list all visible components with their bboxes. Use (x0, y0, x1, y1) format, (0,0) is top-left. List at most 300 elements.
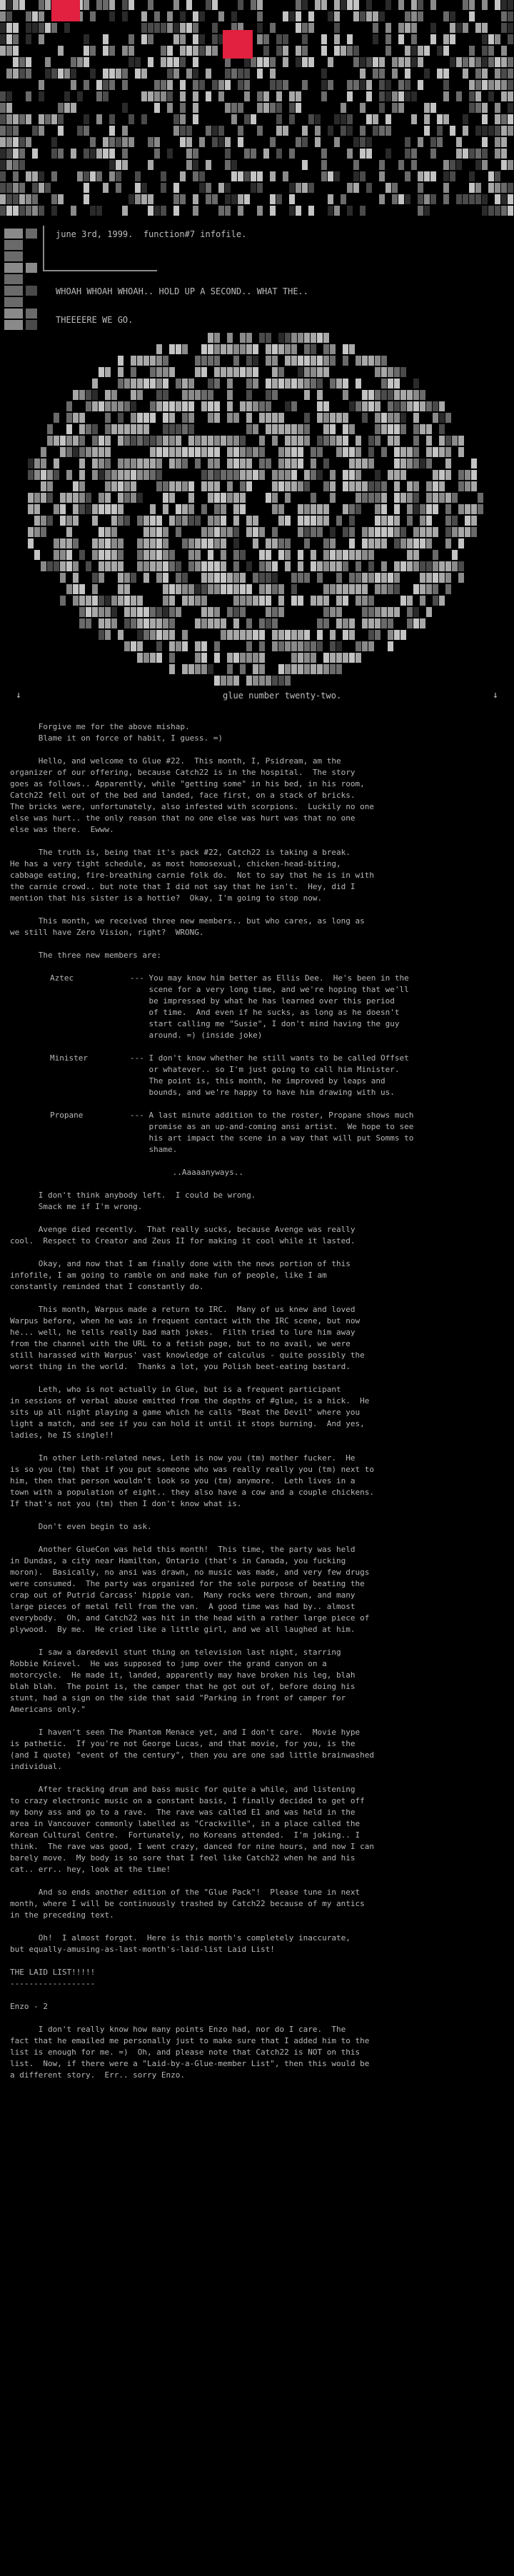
art-block (233, 470, 239, 480)
art-block (336, 550, 342, 560)
art-block (285, 470, 291, 480)
art-block (381, 573, 387, 583)
art-block (137, 458, 143, 468)
art-block (501, 91, 507, 101)
art-block (214, 436, 220, 446)
art-block (167, 103, 173, 113)
art-block (51, 23, 57, 33)
art-block (430, 171, 436, 181)
art-block (296, 0, 301, 10)
art-block (501, 126, 507, 136)
art-block (272, 573, 278, 583)
art-block (0, 11, 6, 21)
art-block (208, 447, 213, 457)
art-block (105, 436, 111, 446)
art-block (58, 103, 64, 113)
art-block (362, 618, 368, 628)
art-block (182, 641, 188, 651)
art-block (214, 413, 220, 423)
art-block (296, 206, 301, 216)
art-block (336, 596, 342, 606)
art-block (437, 114, 443, 124)
art-block (26, 69, 31, 79)
art-block (233, 618, 239, 628)
art-block (161, 23, 166, 33)
art-block (347, 80, 353, 90)
art-block (311, 550, 316, 560)
art-block (221, 344, 226, 354)
art-block (317, 379, 323, 389)
art-block (118, 458, 124, 468)
art-block (304, 470, 310, 480)
art-block (343, 413, 348, 423)
art-block (244, 80, 250, 90)
art-block (131, 470, 136, 480)
art-block (343, 596, 348, 606)
art-block (141, 114, 147, 124)
art-block (225, 194, 231, 204)
art-block (418, 57, 423, 67)
art-block (289, 183, 295, 193)
art-block (482, 206, 488, 216)
art-block (240, 436, 246, 446)
art-block (118, 481, 124, 491)
art-block (41, 493, 46, 503)
art-block (105, 527, 111, 537)
art-block (362, 401, 368, 411)
art-block (227, 607, 233, 617)
art-block (413, 481, 419, 491)
art-block (439, 470, 445, 480)
art-block (188, 664, 194, 674)
art-block (214, 493, 220, 503)
art-block (508, 11, 513, 21)
art-block (420, 527, 425, 537)
art-block (386, 0, 391, 10)
art-block (471, 527, 477, 537)
art-block (304, 516, 310, 526)
art-block (26, 34, 31, 44)
art-block (34, 504, 40, 514)
art-block (360, 11, 366, 21)
art-block (169, 436, 175, 446)
art-block (137, 379, 143, 389)
art-block (240, 573, 246, 583)
art-block (105, 481, 111, 491)
art-block (394, 470, 400, 480)
art-block (302, 34, 308, 44)
laid-entry-name: Enzo - 2 (10, 2002, 48, 2011)
art-block (381, 493, 387, 503)
art-block (167, 91, 173, 101)
art-block (343, 436, 348, 446)
art-block (143, 550, 149, 560)
art-block (259, 401, 265, 411)
art-block (246, 344, 252, 354)
art-block (289, 11, 295, 21)
art-block (176, 481, 181, 491)
art-block (311, 470, 316, 480)
art-block (122, 46, 128, 56)
art-block (413, 390, 419, 400)
art-block (445, 516, 451, 526)
art-block (375, 401, 381, 411)
art-block (79, 470, 85, 480)
art-block (285, 676, 291, 686)
art-block (0, 137, 6, 147)
paragraph: Another GlueCon was held this month! This time, the party was held in Dundas, a city near Hamilton, Ontario (that's in Canada, you fucking moron). Basically, no ansi was drawn, no music was made, and very few drugs were consumed. The party was organized for the sole purpose of beating the crap out of Putrid Carcass' hippie van. Many rocks were thrown, and many large pieces of metal fell from the van. A good time was had by.. almost everybody. Oh, and Catch22 was hit in the head with a rather large piece of plywood. By me. He cried like a little girl, and we all laughed at him. (10, 1545, 370, 1634)
art-block (131, 436, 136, 446)
art-block (227, 401, 233, 411)
art-block (221, 550, 226, 560)
art-block (111, 550, 117, 560)
art-block (105, 596, 111, 606)
art-block (400, 561, 406, 571)
art-block (304, 527, 310, 537)
art-block (6, 126, 12, 136)
art-block (201, 344, 207, 354)
art-block (169, 413, 175, 423)
art-block (291, 630, 297, 640)
art-block (298, 516, 303, 526)
art-block (186, 0, 192, 10)
art-block (253, 424, 258, 434)
art-block (105, 424, 111, 434)
laid-list-rule: ------------------ (10, 1979, 96, 1988)
art-block (156, 390, 162, 400)
art-block (418, 46, 423, 56)
art-block (336, 664, 342, 674)
art-block (368, 390, 374, 400)
art-block (195, 561, 201, 571)
art-block (304, 653, 310, 663)
art-block (225, 183, 231, 193)
art-block (334, 11, 340, 21)
art-block (225, 149, 231, 159)
art-block (394, 630, 400, 640)
art-block (482, 80, 488, 90)
art-block (143, 561, 149, 571)
art-block (426, 538, 432, 548)
art-block (150, 607, 156, 617)
art-block (227, 436, 233, 446)
art-block (137, 641, 143, 651)
art-block (386, 23, 391, 33)
art-block (266, 676, 271, 686)
art-block (373, 34, 378, 44)
art-block (156, 641, 162, 651)
art-block (4, 286, 23, 296)
art-block (246, 630, 252, 640)
art-block (188, 390, 194, 400)
art-block (291, 573, 297, 583)
art-block (195, 390, 201, 400)
art-block (366, 80, 372, 90)
art-block (495, 206, 500, 216)
art-block (6, 11, 12, 21)
art-block (356, 481, 361, 491)
art-block (501, 80, 507, 90)
art-block (109, 46, 115, 56)
paragraph: In other Leth-related news, Leth is now you (tm) mother fucker. He is so you (tm) that if you put someone who was really really you (tm) next to him, then that person wouldn't look so you (tm) anymore. Leth lives in a town with a population of eight.. they also have a cow and a couple chickens. If that's not you (tm) then I don't know what is. (10, 1453, 374, 1508)
art-block (79, 436, 85, 446)
art-block (375, 356, 381, 366)
art-block (291, 379, 297, 389)
art-block (240, 470, 246, 480)
art-block (259, 618, 265, 628)
art-block (291, 664, 297, 674)
art-block (368, 436, 374, 446)
art-block (433, 493, 438, 503)
art-block (424, 206, 430, 216)
art-block (386, 183, 391, 193)
art-block (381, 390, 387, 400)
art-block (328, 80, 333, 90)
art-block (276, 194, 282, 204)
art-block (407, 481, 413, 491)
art-block (154, 149, 160, 159)
art-block (240, 493, 246, 503)
art-block (131, 573, 136, 583)
art-block (141, 183, 147, 193)
art-block (225, 103, 231, 113)
member-name: Propane (50, 1111, 84, 1120)
art-block (73, 413, 79, 423)
art-block (233, 653, 239, 663)
art-block (375, 618, 381, 628)
art-block (488, 57, 494, 67)
art-block (154, 137, 160, 147)
art-block (298, 596, 303, 606)
paragraph: Avenge died recently. That really sucks, because Avenge was really cool. Respect to Creator and Zeus II for making it cool while it lasted. (10, 1225, 356, 1246)
art-block (343, 470, 348, 480)
art-block (311, 458, 316, 468)
art-block (362, 641, 368, 651)
art-block (233, 630, 239, 640)
art-block (482, 194, 488, 204)
art-block (169, 618, 175, 628)
art-block (180, 57, 186, 67)
art-block (495, 34, 500, 44)
art-block (167, 57, 173, 67)
art-block (214, 527, 220, 537)
art-block (317, 367, 323, 377)
art-block (96, 171, 102, 181)
info-line-date: june 3rd, 1999. function#7 infofile. (56, 229, 247, 239)
art-block (124, 401, 130, 411)
art-block (469, 91, 475, 101)
art-block (413, 527, 419, 537)
art-block (84, 80, 89, 90)
art-block (60, 493, 66, 503)
art-block (122, 160, 128, 170)
art-block (92, 596, 98, 606)
art-block (167, 11, 173, 21)
paragraph: I saw a daredevil stunt thing on television last night, starring Robbie Knievel. He was supposed to jump over the grand canyon on a motorcycle. He made it, landed, apparently may have broken his leg, blah blah blah. The point is, the camper that he got out of, before doing his stunt, had a sign on the side that said "Parking in front of camper for Americans only." (10, 1648, 356, 1714)
art-block (508, 160, 513, 170)
art-block (362, 538, 368, 548)
art-block (386, 149, 391, 159)
art-block (150, 527, 156, 537)
art-block (343, 390, 348, 400)
art-block (118, 630, 124, 640)
art-block (218, 126, 224, 136)
art-block (180, 34, 186, 44)
art-block (501, 46, 507, 56)
art-block (433, 504, 438, 514)
art-block (103, 137, 109, 147)
art-block (381, 413, 387, 423)
art-block (54, 550, 59, 560)
art-block (495, 194, 500, 204)
art-block (34, 470, 40, 480)
art-block (394, 584, 400, 594)
art-block (501, 0, 507, 10)
art-block (253, 676, 258, 686)
art-block (456, 91, 462, 101)
art-block (392, 194, 398, 204)
art-block (304, 390, 310, 400)
art-block (323, 607, 329, 617)
art-block (298, 379, 303, 389)
art-block (54, 436, 59, 446)
art-block (238, 171, 243, 181)
art-block (330, 481, 336, 491)
art-block (227, 527, 233, 537)
art-block (227, 333, 233, 343)
art-block (208, 550, 213, 560)
art-block (227, 447, 233, 457)
art-block (173, 34, 179, 44)
art-block (257, 23, 263, 33)
art-block (45, 69, 51, 79)
art-block (465, 470, 470, 480)
art-block (311, 516, 316, 526)
art-block (308, 57, 314, 67)
art-block (148, 0, 153, 10)
art-block (452, 550, 458, 560)
art-block (182, 584, 188, 594)
art-block (137, 516, 143, 526)
art-block (424, 103, 430, 113)
art-block (394, 561, 400, 571)
art-block (259, 676, 265, 686)
art-block (214, 561, 220, 571)
art-block (193, 206, 198, 216)
art-block (443, 11, 449, 21)
art-block (4, 240, 23, 250)
art-block (58, 46, 64, 56)
art-block (109, 11, 115, 21)
art-block (77, 171, 83, 181)
art-block (60, 538, 66, 548)
art-block (356, 584, 361, 594)
art-block (336, 561, 342, 571)
paragraph: I don't think anybody left. I could be wrong. Smack me if I'm wrong. (38, 1191, 256, 1211)
art-block (356, 401, 361, 411)
art-block (45, 57, 51, 67)
art-block (233, 367, 239, 377)
art-block (124, 424, 130, 434)
art-block (334, 46, 340, 56)
art-block (180, 194, 186, 204)
art-block (73, 596, 79, 606)
art-block (296, 11, 301, 21)
art-block (471, 458, 477, 468)
art-block (298, 550, 303, 560)
art-block (156, 550, 162, 560)
art-block (218, 183, 224, 193)
art-block (163, 561, 168, 571)
art-block (231, 103, 237, 113)
art-block (90, 11, 96, 21)
art-block (304, 573, 310, 583)
art-block (353, 171, 359, 181)
art-block (418, 11, 423, 21)
art-block (257, 34, 263, 44)
art-block (270, 103, 276, 113)
art-block (289, 194, 295, 204)
art-block (163, 527, 168, 537)
art-block (356, 379, 361, 389)
art-block (109, 80, 115, 90)
art-block (366, 0, 372, 10)
art-block (47, 424, 53, 434)
art-block (321, 91, 327, 101)
art-block (206, 0, 211, 10)
art-block (278, 538, 284, 548)
art-block (323, 424, 329, 434)
art-block (227, 630, 233, 640)
art-block (276, 80, 282, 90)
art-block (362, 527, 368, 537)
art-block (64, 103, 70, 113)
art-block (463, 114, 468, 124)
art-block (156, 481, 162, 491)
art-block (285, 516, 291, 526)
art-block (373, 126, 378, 136)
art-block (362, 596, 368, 606)
art-block (439, 413, 445, 423)
art-block (285, 458, 291, 468)
art-block (103, 69, 109, 79)
art-block (296, 46, 301, 56)
art-block (445, 470, 451, 480)
art-block (349, 630, 355, 640)
art-block (32, 206, 38, 216)
art-block (176, 527, 181, 537)
art-block (360, 57, 366, 67)
art-block (71, 57, 76, 67)
art-block (86, 401, 91, 411)
art-block (84, 171, 89, 181)
art-block (343, 561, 348, 571)
art-block (456, 57, 462, 67)
art-block (394, 436, 400, 446)
art-block (388, 516, 393, 526)
art-block (90, 137, 96, 147)
art-block (45, 114, 51, 124)
art-block (99, 401, 104, 411)
art-block (272, 641, 278, 651)
art-block (111, 401, 117, 411)
art-block (420, 573, 425, 583)
art-block (311, 493, 316, 503)
art-block (188, 436, 194, 446)
art-block (398, 103, 404, 113)
art-block (231, 69, 237, 79)
art-block (173, 194, 179, 204)
